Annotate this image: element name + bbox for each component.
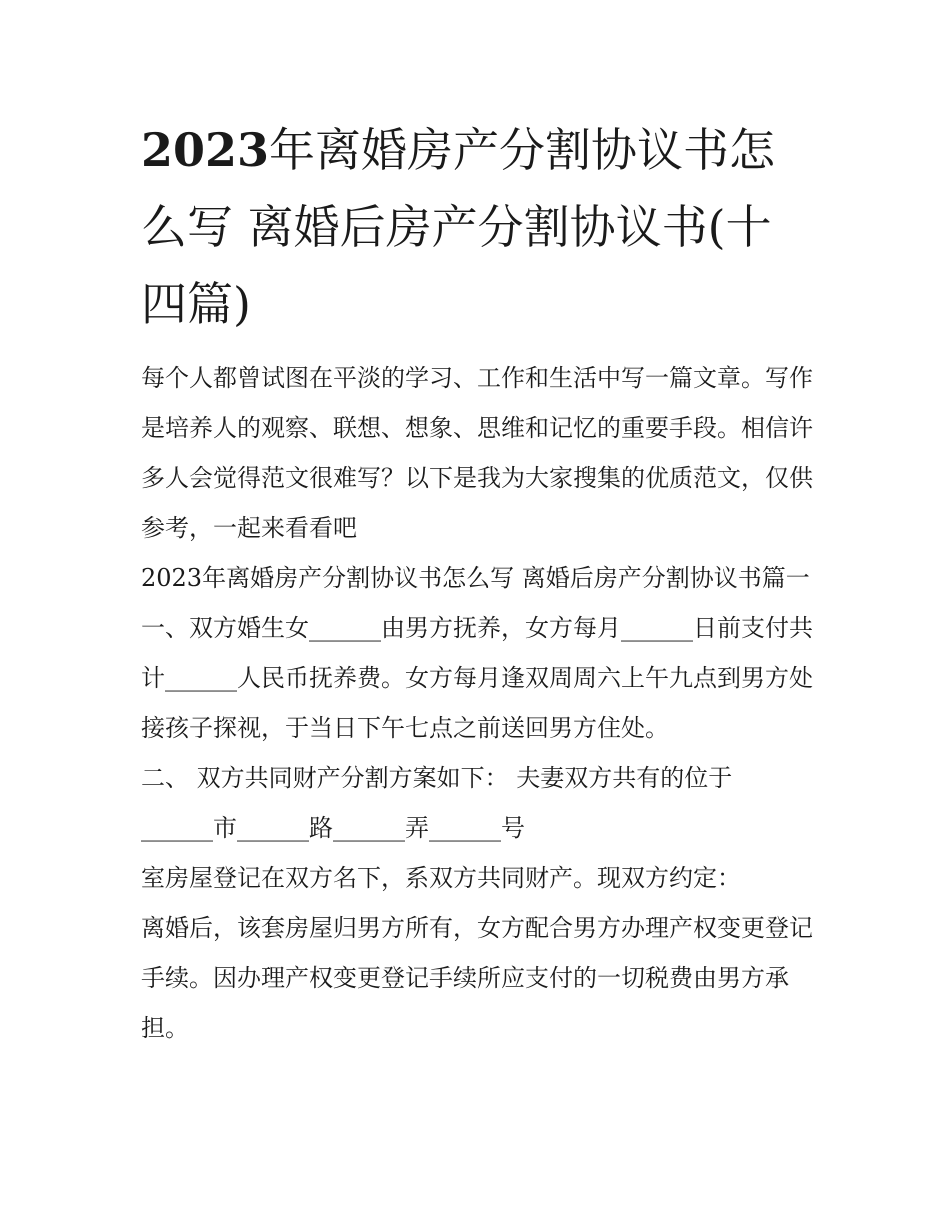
document-page: [141, 112, 813, 1053]
title-text: 年离婚房产分割协议书怎么写 离婚后房产分割协议书(十四篇): [141, 123, 776, 331]
clause-one: 一、双方婚生女______由男方抚养，女方每月______日前支付共计______人民币抚养费。女方每月逢双周周六上午九点到男方处接孩子探视，于当日下午七点之前送回男方住处。: [141, 614, 813, 742]
document-title: [141, 112, 813, 343]
section-heading: 2023年离婚房产分割协议书怎么写 离婚后房产分割协议书篇一: [141, 564, 810, 592]
title-year: 2023: [141, 123, 270, 177]
intro-paragraph: 每个人都曾试图在平淡的学习、工作和生活中写一篇文章。写作是培养人的观察、联想、想象、思维和记忆的重要手段。相信许多人会觉得范文很难写？以下是我为大家搜集的优质范文，仅供参考，一起来看看吧: [141, 364, 813, 542]
clause-two-agreement: 离婚后，该套房屋归男方所有，女方配合男方办理产权变更登记手续。因办理产权变更登记手续所应支付的一切税费由男方承担。: [141, 914, 813, 1042]
clause-two-registration: 室房屋登记在双方名下，系双方共同财产。现双方约定：: [141, 864, 741, 892]
clause-two-address: ______市______路______弄______号: [141, 814, 525, 842]
clause-two-intro: 二、 双方共同财产分割方案如下： 夫妻双方共有的位于: [141, 764, 733, 792]
